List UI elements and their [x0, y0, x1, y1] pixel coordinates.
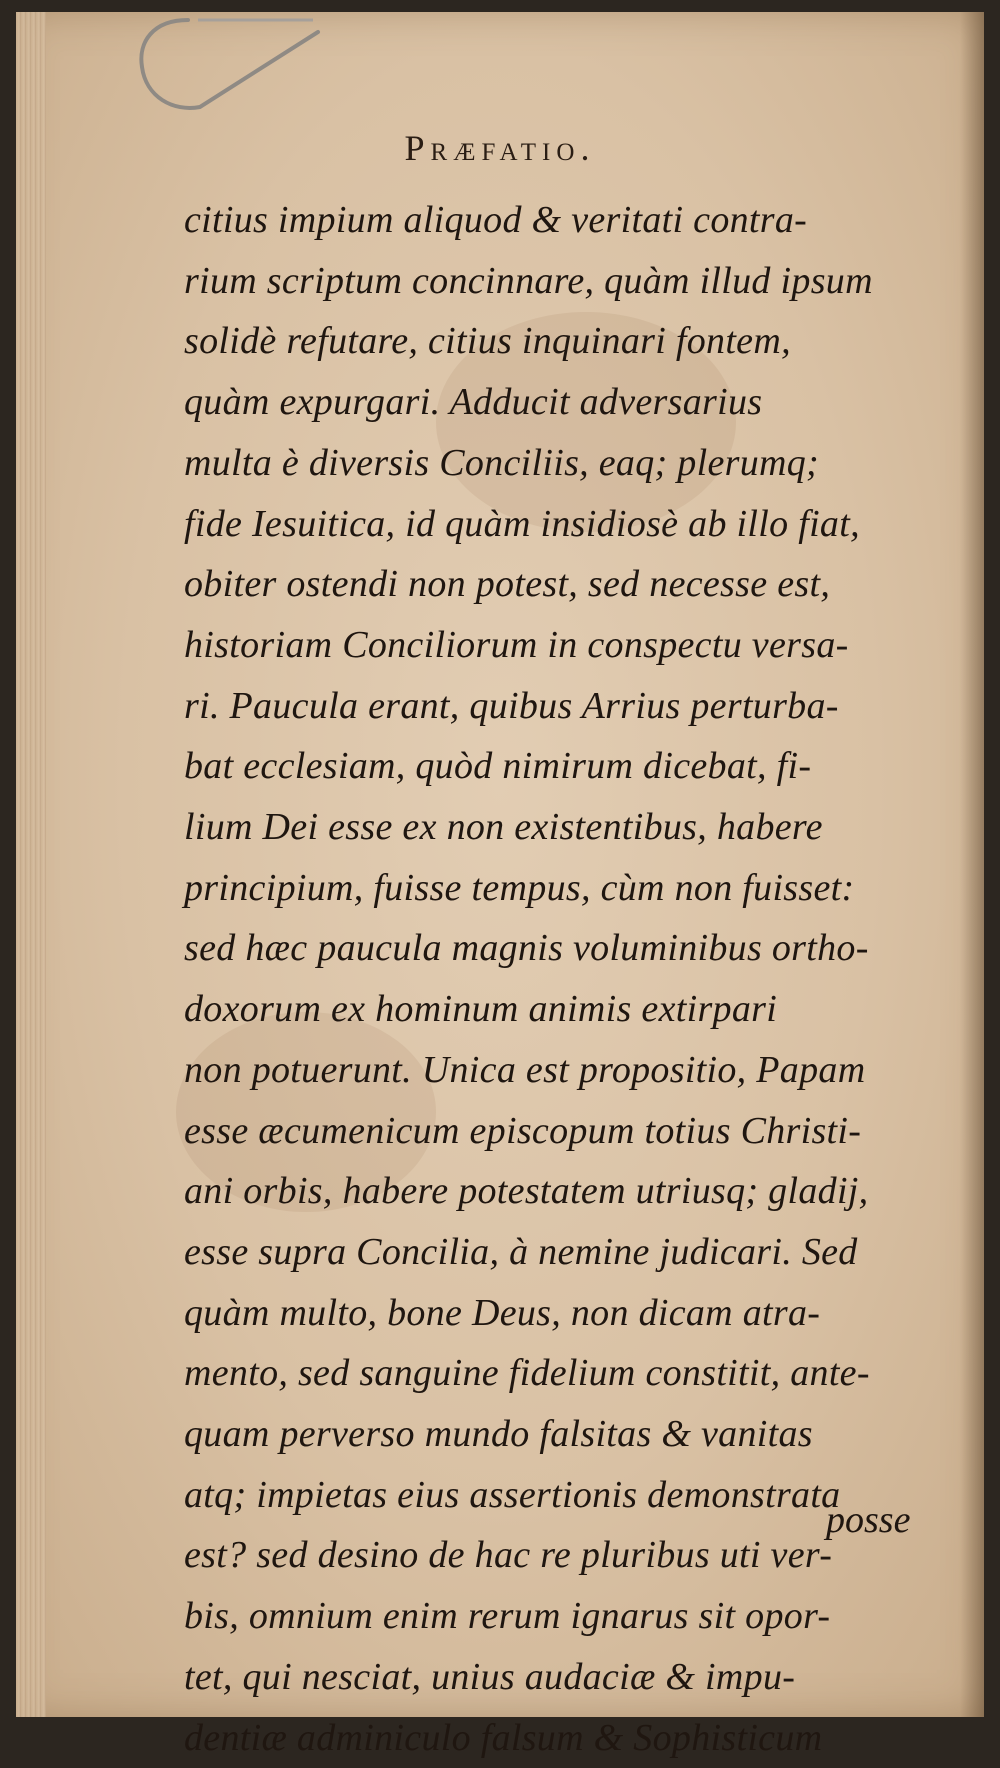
text-line: quàm multo, bone Deus, non dicam atra- [184, 1291, 821, 1334]
text-line: quàm expurgari. Adducit adversarius [184, 381, 763, 424]
text-line: bis, omnium enim rerum ignarus sit opor- [184, 1595, 831, 1638]
text-line: solidè refutare, citius inquinari fontem, [184, 320, 791, 363]
text-line: obiter ostendi non potest, sed necesse est, [184, 563, 831, 606]
book-page [16, 12, 984, 1759]
text-line: doxorum ex hominum animis extirpari [184, 988, 778, 1031]
text-line: tet, qui nesciat, unius audaciæ & impu- [184, 1655, 796, 1698]
text-line: esse æcumenicum episcopum totius Christi- [184, 1109, 862, 1152]
text-line: mento, sed sanguine fidelium constitit, ante- [184, 1352, 870, 1395]
catchword: posse [826, 1499, 911, 1541]
text-line: est? sed desino de hac re pluribus uti ver- [184, 1534, 833, 1577]
text-line: lium Dei esse ex non existentibus, habere [184, 806, 823, 849]
text-line: ani orbis, habere potestatem utriusq; gladij, [184, 1170, 869, 1213]
text-line: esse supra Concilia, à nemine judicari. Sed [184, 1230, 858, 1273]
running-head: Præfatio. [404, 128, 596, 168]
text-line: historiam Conciliorum in conspectu versa- [184, 623, 849, 666]
text-line: multa è diversis Conciliis, eaq; plerumq; [184, 441, 819, 484]
text-line: rium scriptum concinnare, quàm illud ipsum [184, 259, 873, 302]
text-line: fide Iesuitica, id quàm insidiosè ab illo fiat, [184, 502, 860, 545]
text-line: dentiæ adminiculo falsum & Sophisticum [184, 1716, 823, 1759]
page-edge-left [16, 12, 46, 1717]
page-edge-right [960, 12, 984, 1717]
text-line: non potuerunt. Unica est propositio, Papam [184, 1048, 866, 1091]
text-line: atq; impietas eius assertionis demonstrata [184, 1473, 841, 1516]
paper-clip-icon [128, 12, 328, 132]
text-line: sed hæc paucula magnis voluminibus ortho- [184, 927, 869, 970]
text-line: bat ecclesiam, quòd nimirum dicebat, fi- [184, 745, 812, 788]
text-line: principium, fuisse tempus, cùm non fuisset: [184, 866, 855, 909]
text-line: citius impium aliquod & veritati contra- [184, 199, 808, 241]
text-line: quam perverso mundo falsitas & vanitas [184, 1413, 813, 1456]
text-line: ri. Paucula erant, quibus Arrius perturba- [184, 684, 839, 727]
